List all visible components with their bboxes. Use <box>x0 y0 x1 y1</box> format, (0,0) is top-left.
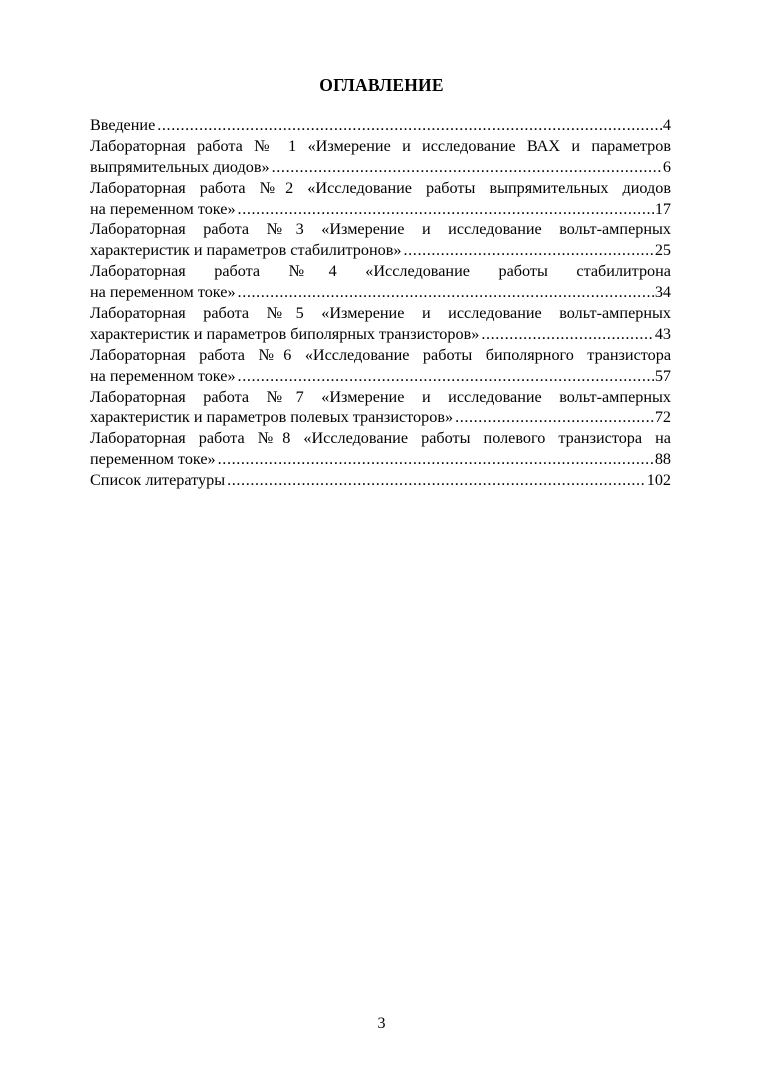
dot-leader <box>455 407 654 428</box>
toc-entry-page: 57 <box>654 366 671 385</box>
toc-entry-title-end: на переменном токе» <box>90 283 236 302</box>
page-number: 3 <box>377 1015 386 1032</box>
toc-entry-lab-8[interactable] <box>90 428 671 470</box>
toc-entry-title-line: Лабораторная работа №3 «Измерение и исследование вольт-амперных <box>90 220 671 239</box>
toc-entry-title-end: характеристик и параметров биполярных транзисторов» <box>90 324 480 343</box>
toc-entry-lab-5[interactable] <box>90 303 671 345</box>
toc-entry-lab-4[interactable] <box>90 261 671 303</box>
toc-entry-page: 43 <box>654 324 671 343</box>
dot-leader <box>157 115 662 136</box>
toc-entry-introduction[interactable] <box>90 115 671 136</box>
toc-entry-title-line: Лабораторная работа №2 «Исследование работы выпрямительных диодов <box>90 178 671 197</box>
toc-entry-page: 72 <box>654 408 671 427</box>
toc-entry-title-end: на переменном токе» <box>90 366 236 385</box>
toc-entry-title-end: выпрямительных диодов» <box>90 157 270 176</box>
toc-entry-title-end: характеристик и параметров стабилитронов» <box>90 241 402 260</box>
toc-entry-page: 34 <box>654 283 671 302</box>
toc-entry-page: 6 <box>662 157 671 176</box>
toc-entry-title-line: Лабораторная работа №7 «Измерение и исследование вольт-амперных <box>90 387 671 406</box>
toc-entry-page: 88 <box>654 450 671 469</box>
toc-entry-title-line: Лабораторная работа №8 «Исследование работы полевого транзистора на <box>90 429 671 448</box>
toc-entry-page: 17 <box>654 199 671 218</box>
dot-leader <box>218 449 654 470</box>
toc-entry-page: 25 <box>654 241 671 260</box>
toc-entry-lab-3[interactable] <box>90 219 671 261</box>
toc-entry-title-end: переменном токе» <box>90 450 216 469</box>
dot-leader <box>404 240 654 261</box>
toc-entry-title: Введение <box>90 116 156 134</box>
toc-entry-references[interactable] <box>90 470 671 491</box>
dot-leader <box>238 366 654 387</box>
toc-entry-title-end: на переменном токе» <box>90 199 236 218</box>
toc-entry-title-line: Лабораторная работа №4 «Исследование работы стабилитрона <box>90 262 671 281</box>
table-of-contents <box>90 115 671 491</box>
toc-entry-lab-7[interactable] <box>90 387 671 429</box>
toc-entry-page: 102 <box>646 471 671 490</box>
toc-entry-title-line: Лабораторная работа № 1 «Измерение и исследование ВАХ и параметров <box>90 136 671 155</box>
toc-entry-page: 4 <box>662 116 671 134</box>
toc-entry-title-line: Лабораторная работа №5 «Измерение и исследование вольт-амперных <box>90 304 671 323</box>
dot-leader <box>238 282 654 303</box>
dot-leader <box>227 470 646 491</box>
toc-entry-title-end: характеристик и параметров полевых транзисторов» <box>90 408 454 427</box>
toc-entry-lab-6[interactable] <box>90 345 671 387</box>
toc-entry-lab-1[interactable] <box>90 136 671 178</box>
toc-entry-title: Список литературы <box>90 471 226 490</box>
toc-title: ОГЛАВЛЕНИЕ <box>319 75 444 95</box>
dot-leader <box>238 199 654 220</box>
toc-entry-lab-2[interactable] <box>90 178 671 220</box>
dot-leader <box>481 324 653 345</box>
dot-leader <box>272 157 662 178</box>
toc-entry-title-line: Лабораторная работа №6 «Исследование работы биполярного транзистора <box>90 345 671 364</box>
